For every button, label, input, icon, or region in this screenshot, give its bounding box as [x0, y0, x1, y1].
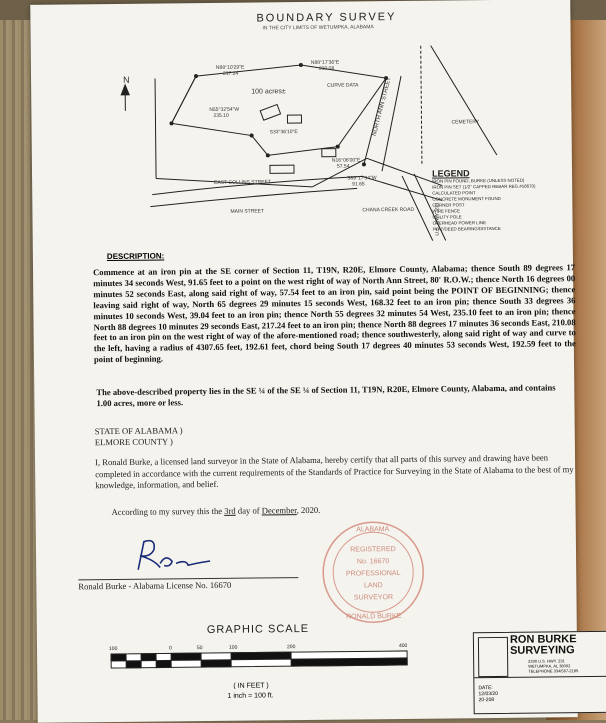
address-line: 2330 U.S. HWY. 231 [528, 658, 578, 664]
legend-heading: LEGEND [432, 167, 582, 179]
street-main: MAIN STREET [230, 208, 264, 214]
north-arrow-label: N [123, 75, 130, 85]
seal-line: RONALD BURKE [346, 613, 402, 621]
legend-item: CALCULATED POINT [432, 189, 582, 197]
area-label: 100 acres± [251, 88, 286, 95]
address-line: WETUMPKA, AL 36092 [528, 663, 578, 669]
company-logo [478, 637, 508, 677]
address-line: TELEPHONE 334/567-2185 [528, 668, 578, 674]
survey-month: December [262, 505, 297, 515]
graphic-scale-title: GRAPHIC SCALE [207, 623, 309, 636]
scale-tick: 0 [169, 645, 172, 651]
survey-year: , 2020. [297, 505, 321, 515]
company-name-line2: SURVEYING [510, 645, 577, 657]
seal-line: ALABAMA [356, 526, 389, 533]
handwritten-signature [126, 535, 216, 576]
seal-line: REGISTERED [350, 546, 396, 553]
scale-ratio: 1 inch = 100 ft. [227, 692, 273, 699]
description-location: The above-described property lies in the SE ¼ of the SE ¼ of Section 11, T19N, R20E, Elmore County, Alabama, and contains 1.00 acres, more or less. [96, 382, 566, 409]
scale-tick: 200 [287, 644, 296, 650]
job-number: 20-208 [479, 697, 499, 703]
date-label: DATE: [478, 685, 498, 691]
legend-item: IRON PIN SET (1/2" CAPPED REBAR REG.#16670) [432, 183, 582, 191]
scale-tick: 100 [109, 646, 118, 652]
graphic-scale-bar [107, 639, 417, 682]
seal-line: No. 16670 [357, 558, 389, 565]
scale-unit: ( IN FEET ) [233, 682, 268, 689]
legend [432, 167, 583, 233]
cemetery-label: CEMETERY [451, 119, 479, 125]
title-block-date [478, 685, 498, 703]
distance-top2: 210.08 [319, 66, 335, 72]
certification-text: I, Ronald Burke, a licensed land surveyor in the State of Alabama, hereby certify that all parts of this survey and drawing have been completed in accordance with the current requirements of the Standards of Practice for Surveying in the State of Alabama to the best of my knowledge, information, and belief. [95, 452, 575, 492]
scale-tick: 400 [399, 643, 408, 649]
scale-tick: 50 [197, 645, 203, 651]
legend-item: UTILITY POLE [432, 213, 582, 221]
page-subtitle: IN THE CITY LIMITS OF WETUMPKA, ALABAMA [262, 24, 373, 31]
distance-bottom: 57.54 [337, 164, 350, 170]
distance-pob: 91.65 [352, 181, 365, 187]
company-address [528, 658, 578, 674]
surveyor-seal [318, 517, 429, 628]
description-heading: DESCRIPTION: [107, 251, 164, 261]
distance-top: 217.24 [223, 71, 239, 77]
legend-item: CONCRETE MONUMENT FOUND [432, 195, 582, 203]
survey-day: 3rd [224, 506, 236, 516]
bearing-sw: S33°36'10"E [270, 129, 299, 135]
legend-item: PLAT/DEED BEARING/DISTANCE [433, 225, 583, 233]
description-body: Commence at an iron pin at the SE corner of Section 11, T19N, R20E, Elmore County, Alabama; thence South 89 degrees 17 minutes 34 seconds West, 91.65 feet to a point on the west right of way of North Ann Street, 80' R.O.W.; thence North 16 degrees 00 minutes 52 seconds East, along said right of way, 57.54 feet to an iron pin, said point being the POINT OF BEGINNING; thence leaving said right of way, North 65 degrees 29 minutes 15 seconds West, 168.32 feet to an iron pin; thence South 33 degrees 36 minutes 10 seconds West, 39.04 feet to an iron pin; thence North 55 degrees 32 minutes 54 West, 235.10 feet to an iron pin; thence North 88 degrees 10 minutes 29 seconds East, 217.24 feet to an iron pin; thence North 88 degrees 17 minutes 36 seconds East, 210.08 feet to an iron pin on the west right of way of the afore-mentioned road; thence southwesterly, along said right of way and curve to the left, having a radius of 4307.65 feet, 192.61 feet, chord being South 17 degrees 40 minutes 53 seconds West, 192.59 feet to the point of beginning. [93, 262, 576, 365]
seal-line: PROFESSIONAL [346, 570, 401, 578]
street-us-231: U.S. HWY. 231 [434, 202, 440, 236]
notary-state: STATE OF ALABAMA ) [95, 425, 183, 436]
street-chana-creek: CHANA CREEK ROAD [362, 207, 414, 214]
date-value: 12/03/20 [478, 691, 498, 697]
bearing-mid: N55°32'54"W [209, 107, 239, 113]
bearing-top: N88°10'29"E [216, 65, 245, 71]
seal-line: LAND [364, 582, 383, 589]
bearing-top2: N88°17'36"E [311, 60, 340, 66]
scale-tick: 100 [229, 645, 238, 651]
curve-data-label: CURVE DATA [327, 82, 359, 88]
legend-item: WIRE FENCE [432, 207, 582, 215]
road-label: NORTH ANN STREET [372, 76, 393, 136]
survey-date-line [112, 505, 321, 517]
legend-item: IRON PIN FOUND, BURKE (UNLESS NOTED) [432, 177, 582, 185]
survey-date-prefix: According to my survey this the [112, 506, 223, 517]
company-name-line1: RON BURKE [510, 634, 577, 646]
notary-county: ELMORE COUNTY ) [95, 436, 173, 447]
bearing-bottom: N16°06'00"E [332, 157, 361, 163]
bearing-pob: S89°17'34"W [347, 175, 377, 181]
street-east-collins: EAST COLLINS STREET [214, 179, 271, 186]
legend-item: OVERHEAD POWER LINE [433, 219, 583, 227]
survey-sheet [30, 0, 577, 723]
survey-date-mid: day of [238, 505, 260, 515]
surveyor-name-license: Ronald Burke - Alabama License No. 16670 [78, 580, 231, 592]
page-title: BOUNDARY SURVEY [256, 11, 396, 24]
company-name [510, 634, 577, 657]
seal-line: SURVEYOR [354, 594, 393, 601]
distance-mid: 235.10 [213, 113, 229, 119]
title-block [473, 631, 606, 714]
legend-item: CORNER POST [432, 201, 582, 209]
